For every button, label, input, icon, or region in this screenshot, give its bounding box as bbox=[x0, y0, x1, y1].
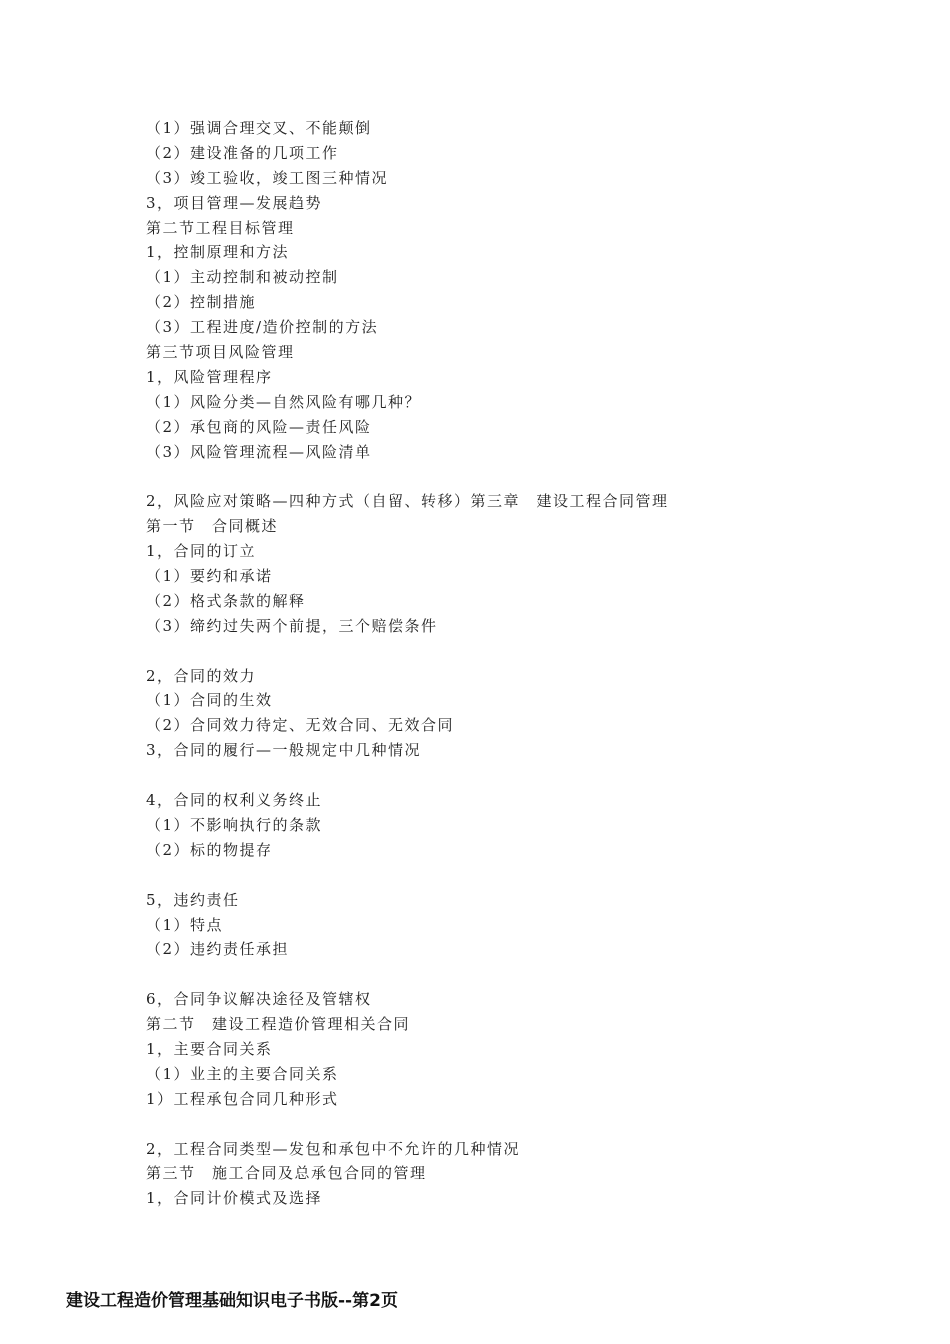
text-line: 5，违约责任 bbox=[146, 890, 240, 909]
section-heading: 第三节 施工合同及总承包合同的管理 bbox=[146, 1164, 427, 1183]
page-footer: 建设工程造价管理基础知识电子书版--第2页 bbox=[66, 1291, 398, 1311]
text-line: （1）合同的生效 bbox=[146, 691, 273, 710]
text-line: 3，合同的履行—一般规定中几种情况 bbox=[146, 741, 422, 760]
text-line: （2）标的物提存 bbox=[146, 840, 273, 859]
text-line: （2）建设准备的几项工作 bbox=[146, 143, 339, 162]
blank-line bbox=[146, 863, 906, 888]
text-line: （3）风险管理流程—风险清单 bbox=[146, 442, 372, 461]
text-line: 1，合同计价模式及选择 bbox=[146, 1189, 323, 1208]
text-line: （2）承包商的风险—责任风险 bbox=[146, 417, 372, 436]
text-line: 1，主要合同关系 bbox=[146, 1039, 273, 1058]
blank-line bbox=[146, 1112, 906, 1137]
chapter-heading: 2，风险应对策略—四种方式（自留、转移）第三章 建设工程合同管理 bbox=[146, 492, 669, 511]
text-line: （1）主动控制和被动控制 bbox=[146, 268, 339, 287]
blank-line bbox=[146, 962, 906, 987]
text-line: （1）不影响执行的条款 bbox=[146, 815, 323, 834]
blank-line bbox=[146, 639, 906, 664]
text-line: （1）特点 bbox=[146, 915, 224, 934]
section-heading: 第二节工程目标管理 bbox=[146, 218, 295, 237]
text-line: 1，风险管理程序 bbox=[146, 367, 273, 386]
text-line: （3）竣工验收，竣工图三种情况 bbox=[146, 168, 389, 187]
text-line: 2，工程合同类型—发包和承包中不允许的几种情况 bbox=[146, 1139, 521, 1158]
text-line: 6，合同争议解决途径及管辖权 bbox=[146, 990, 372, 1009]
text-line: 4，合同的权利义务终止 bbox=[146, 791, 323, 810]
text-line: （1）业主的主要合同关系 bbox=[146, 1064, 339, 1083]
section-heading: 第二节 建设工程造价管理相关合同 bbox=[146, 1015, 411, 1034]
text-line: 1，控制原理和方法 bbox=[146, 243, 290, 262]
blank-line bbox=[146, 464, 906, 489]
text-line: （1）强调合理交叉、不能颠倒 bbox=[146, 119, 372, 137]
text-line: （2）违约责任承担 bbox=[146, 940, 290, 959]
section-heading: 第三节项目风险管理 bbox=[146, 343, 295, 362]
text-line: 1）工程承包合同几种形式 bbox=[146, 1089, 339, 1108]
text-line: （3）工程进度/造价控制的方法 bbox=[146, 318, 379, 337]
text-line: （2）合同效力待定、无效合同、无效合同 bbox=[146, 716, 455, 735]
text-line: （1）要约和承诺 bbox=[146, 567, 273, 586]
text-line: （3）缔约过失两个前提，三个赔偿条件 bbox=[146, 616, 438, 635]
text-line: （2）控制措施 bbox=[146, 293, 257, 312]
text-line: 1，合同的订立 bbox=[146, 542, 257, 561]
text-line: （1）风险分类—自然风险有哪几种？ bbox=[146, 392, 422, 411]
blank-line bbox=[146, 763, 906, 788]
document-body bbox=[146, 116, 906, 1211]
text-line: 3，项目管理—发展趋势 bbox=[146, 193, 323, 212]
section-heading: 第一节 合同概述 bbox=[146, 517, 279, 536]
text-line: （2）格式条款的解释 bbox=[146, 591, 306, 610]
text-line: 2，合同的效力 bbox=[146, 666, 257, 685]
